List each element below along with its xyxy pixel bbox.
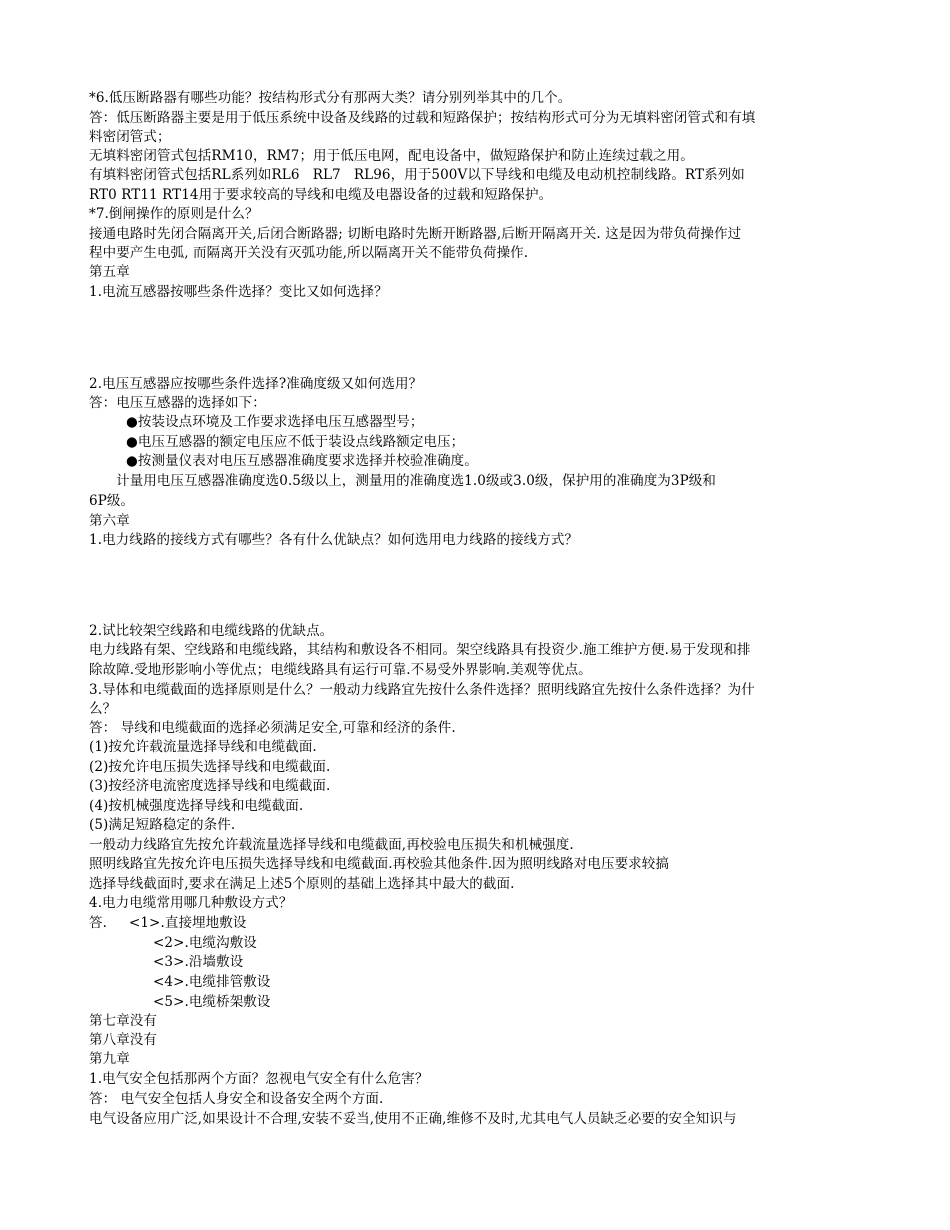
answer-line: 答： 电气安全包括人身安全和设备安全两个方面. xyxy=(89,1091,384,1107)
answer-line: 答：电压互感器的选择如下： xyxy=(89,395,266,411)
list-item: (4)按机械强度选择导线和电缆截面. xyxy=(89,798,304,814)
chapter-heading: 第五章 xyxy=(89,264,130,280)
answer-line: 一般动力线路宜先按允许载流量选择导线和电缆截面,再校验电压损失和机械强度. xyxy=(89,837,574,853)
list-item: <4>.电缆排管敷设 xyxy=(153,974,271,990)
list-item: <2>.电缆沟敷设 xyxy=(153,935,257,951)
list-item: ●按测量仪表对电压互感器准确度要求选择并校验准确度。 xyxy=(126,453,478,469)
answer-line: 电气设备应用广泛,如果设计不合理,安装不妥当,使用不正确,维修不及时,尤其电气人员缺乏必要的安全知识与 xyxy=(89,1111,737,1127)
answer-line: 选择导线截面时,要求在满足上述5个原则的基础上选择其中最大的截面. xyxy=(89,876,515,892)
chapter-heading: 第七章没有 xyxy=(89,1013,157,1029)
answer-line: 除故障.受地形影响小等优点；电缆线路具有运行可靠.不易受外界影响.美观等优点。 xyxy=(89,662,592,678)
list-item: <5>.电缆桥架敷设 xyxy=(153,994,271,1010)
question-title: 2.试比较架空线路和电缆线路的优缺点。 xyxy=(89,623,334,639)
question-title: 1.电力线路的接线方式有哪些？各有什么优缺点？如何选用电力线路的接线方式？ xyxy=(89,532,579,548)
answer-line: 有填料密闭管式包括RL系列如RL6 RL7 RL96，用于500V以下导线和电缆及电动机控制线路。RT系列如 xyxy=(89,167,745,183)
answer-line: RT0 RT11 RT14用于要求较高的导线和电缆及电器设备的过载和短路保护。 xyxy=(89,187,553,203)
answer-line: 电力线路有架、空线路和电缆线路，其结构和敷设各不相同。架空线路具有投资少.施工维护方便.易于发现和排 xyxy=(89,642,751,658)
list-item: (2)按允许电压损失选择导线和电缆截面. xyxy=(89,759,331,775)
chapter-heading: 第八章没有 xyxy=(89,1032,157,1048)
answer-line: 答. <1>.直接埋地敷设 xyxy=(89,915,247,931)
answer-line: 计量用电压互感器准确度选0.5级以上，测量用的准确度选1.0级或3.0级，保护用的准确度为3P级和 xyxy=(116,473,716,489)
list-item: (5)满足短路稳定的条件. xyxy=(89,817,236,833)
answer-line: 答：低压断路器主要是用于低压系统中设备及线路的过载和短路保护；按结构形式可分为无填料密闭管式和有填 xyxy=(89,110,756,126)
list-item: (3)按经济电流密度选择导线和电缆截面. xyxy=(89,778,331,794)
question-title: 1.电气安全包括那两个方面？忽视电气安全有什么危害？ xyxy=(89,1071,429,1087)
answer-line: 6P级。 xyxy=(89,493,135,509)
chapter-heading: 第九章 xyxy=(89,1051,130,1067)
answer-line: 接通电路时先闭合隔离开关,后闭合断路器; 切断电路时先断开断路器,后断开隔离开关. 这是因为带负荷操作过 xyxy=(89,226,742,242)
answer-line: 料密闭管式； xyxy=(89,129,171,145)
chapter-heading: 第六章 xyxy=(89,513,130,529)
list-item: <3>.沿墙敷设 xyxy=(153,954,244,970)
question-title: 么？ xyxy=(89,701,117,717)
answer-line: 程中要产生电弧, 而隔离开关没有灭弧功能,所以隔离开关不能带负荷操作. xyxy=(89,245,529,261)
question-title: 3.导体和电缆截面的选择原则是什么？一般动力线路宜先按什么条件选择？照明线路宜先按什么条件选择？为什 xyxy=(89,682,755,698)
answer-line: 照明线路宜先按允许电压损失选择导线和电缆截面.再校验其他条件.因为照明线路对电压要求较搞 xyxy=(89,856,669,872)
question-title: 4.电力电缆常用哪几种敷设方式？ xyxy=(89,895,293,911)
question-title: 2.电压互感器应按哪些条件选择?准确度级又如何选用？ xyxy=(89,376,423,392)
list-item: (1)按允许载流量选择导线和电缆截面. xyxy=(89,739,317,755)
question-6-title: *6.低压断路器有哪些功能？按结构形式分有那两大类？请分别列举其中的几个。 xyxy=(89,90,572,106)
question-title: 1.电流互感器按哪些条件选择？变比又如何选择？ xyxy=(89,284,388,300)
answer-line: 答： 导线和电缆截面的选择必须满足安全,可靠和经济的条件. xyxy=(89,720,456,736)
list-item: ●电压互感器的额定电压应不低于装设点线路额定电压； xyxy=(126,434,465,450)
question-7-title: *7.倒闸操作的原则是什么？ xyxy=(89,206,259,222)
answer-line: 无填料密闭管式包括RM10，RM7；用于低压电网，配电设备中，做短路保护和防止连续过载之用。 xyxy=(89,148,694,164)
list-item: ●按装设点环境及工作要求选择电压互感器型号； xyxy=(126,414,424,430)
